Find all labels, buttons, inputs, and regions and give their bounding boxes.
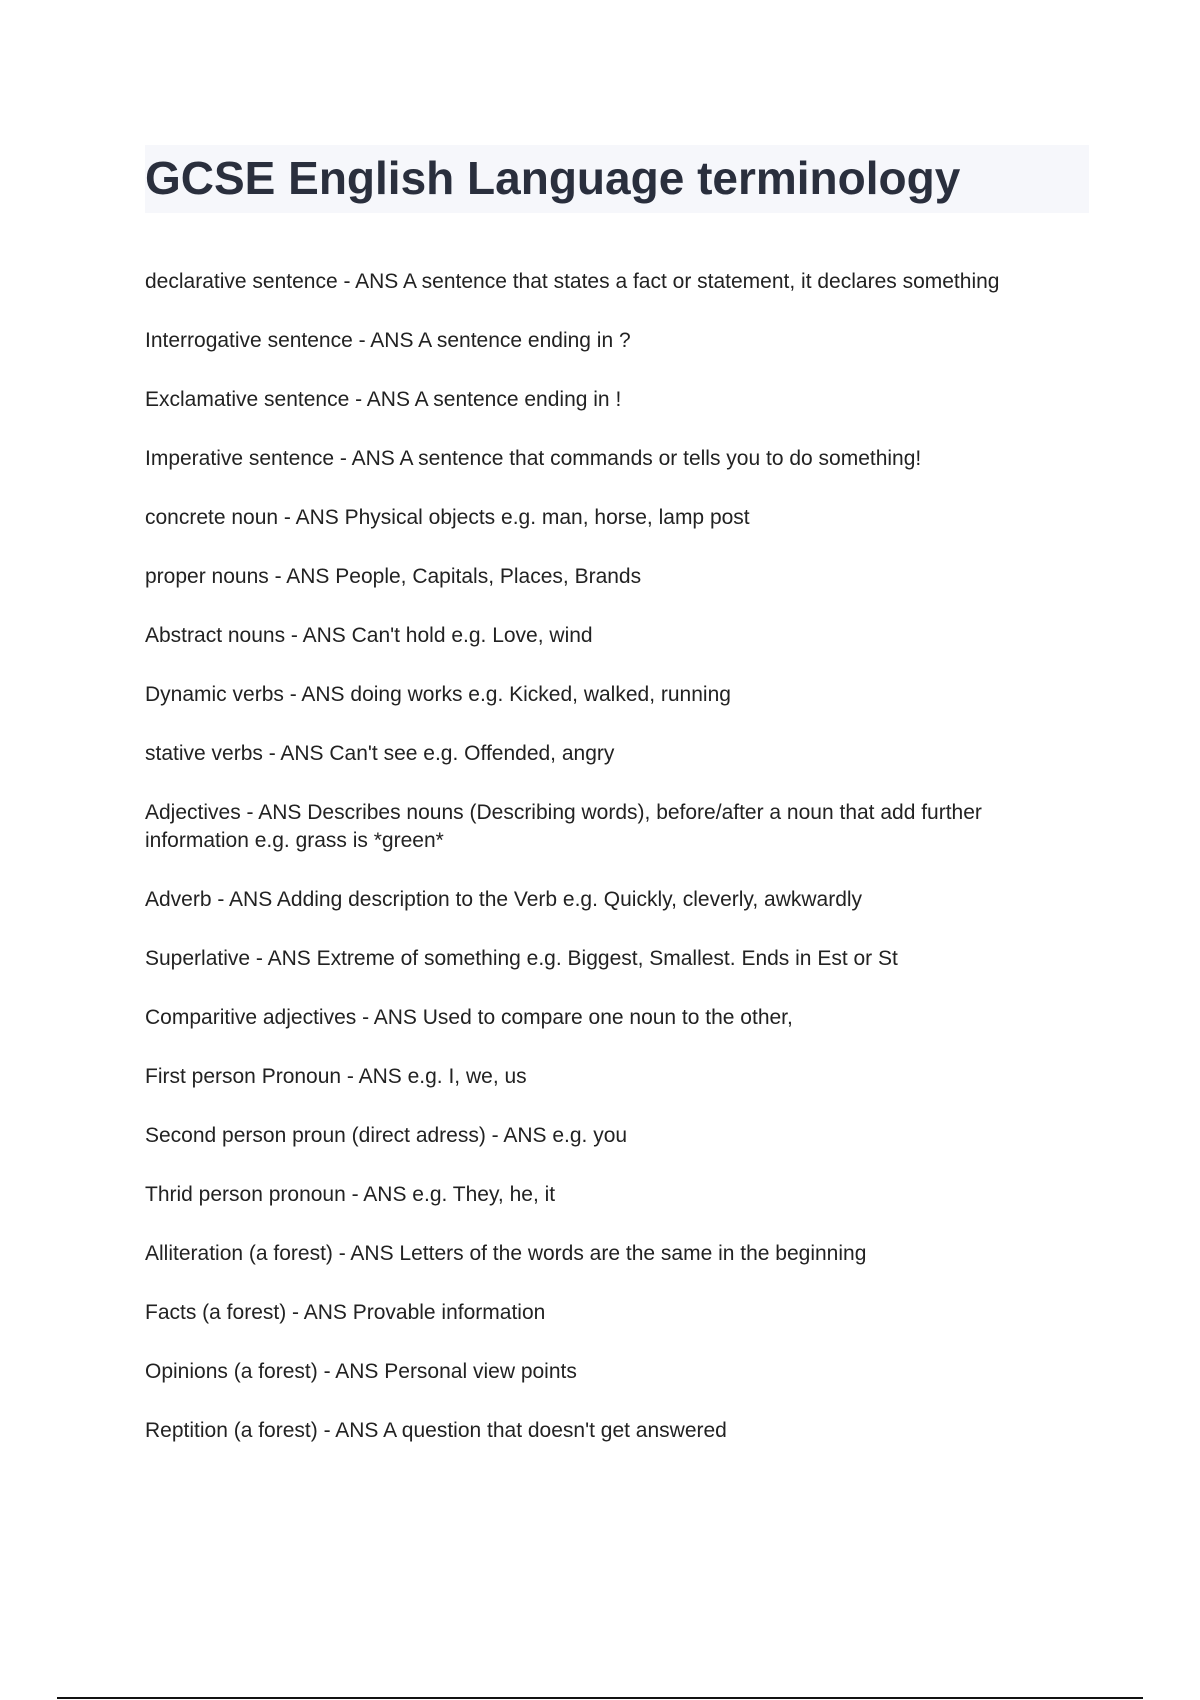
list-item: Adjectives - ANS Describes nouns (Describing words), before/after a noun that add further information e.g. grass is *green* [145, 801, 982, 852]
list-item: Opinions (a forest) - ANS Personal view points [145, 1360, 577, 1383]
list-item: proper nouns - ANS People, Capitals, Places, Brands [145, 565, 642, 588]
list-item: Second person proun (direct adress) - ANS e.g. you [145, 1124, 628, 1147]
list-item: Abstract nouns - ANS Can't hold e.g. Love, wind [145, 624, 593, 647]
list-item: Imperative sentence - ANS A sentence that commands or tells you to do something! [145, 447, 922, 470]
list-item: declarative sentence - ANS A sentence that states a fact or statement, it declares something [145, 270, 1000, 293]
list-item: Comparitive adjectives - ANS Used to compare one noun to the other, [145, 1006, 793, 1029]
list-item: Alliteration (a forest) - ANS Letters of the words are the same in the beginning [145, 1242, 867, 1265]
list-item: Thrid person pronoun - ANS e.g. They, he, it [145, 1183, 556, 1206]
title-banner [145, 145, 1089, 213]
list-item: Interrogative sentence - ANS A sentence ending in ? [145, 329, 631, 352]
list-item: Dynamic verbs - ANS doing works e.g. Kicked, walked, running [145, 683, 731, 706]
list-item: Adverb - ANS Adding description to the Verb e.g. Quickly, cleverly, awkwardly [145, 888, 863, 911]
document-title: GCSE English Language terminology [145, 152, 961, 204]
list-item: Superlative - ANS Extreme of something e.g. Biggest, Smallest. Ends in Est or St [145, 947, 898, 970]
list-item: stative verbs - ANS Can't see e.g. Offended, angry [145, 742, 615, 765]
terminology-list [145, 268, 1075, 1476]
footer-rule [57, 1697, 1143, 1699]
list-item: Reptition (a forest) - ANS A question that doesn't get answered [145, 1419, 727, 1442]
list-item: concrete noun - ANS Physical objects e.g. man, horse, lamp post [145, 506, 750, 529]
list-item: First person Pronoun - ANS e.g. I, we, us [145, 1065, 527, 1088]
list-item: Exclamative sentence - ANS A sentence ending in ! [145, 388, 622, 411]
list-item: Facts (a forest) - ANS Provable information [145, 1301, 546, 1324]
